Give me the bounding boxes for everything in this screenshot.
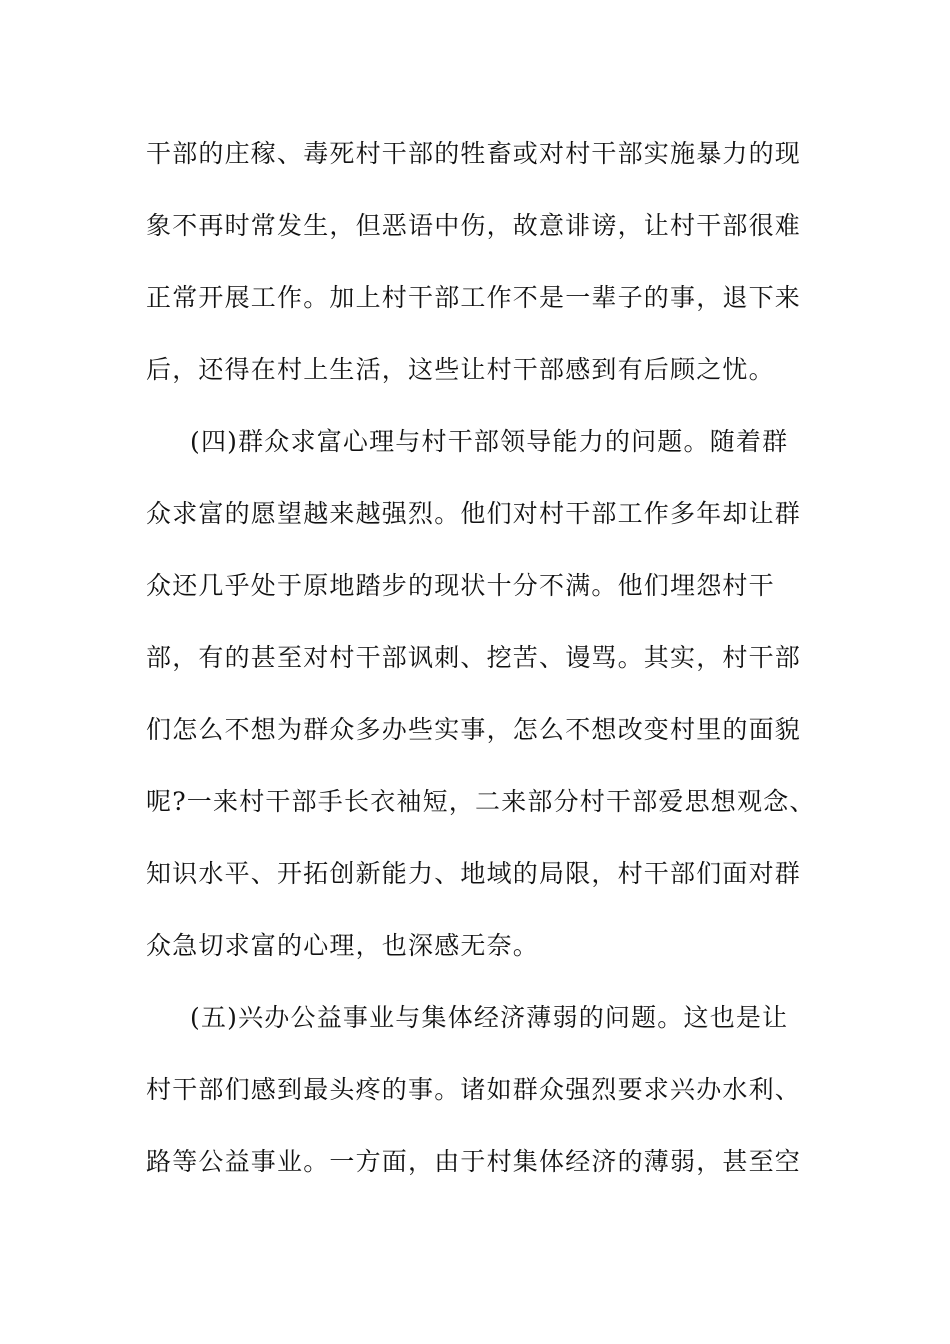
text-line: 部，有的甚至对村干部讽刺、挖苦、谩骂。其实，村干部 <box>146 643 802 672</box>
text-line: 众求富的愿望越来越强烈。他们对村干部工作多年却让群 <box>146 499 802 528</box>
text-line: 村干部们感到最头疼的事。诸如群众强烈要求兴办水利、 <box>146 1075 802 1104</box>
text-line: 路等公益事业。一方面，由于村集体经济的薄弱，甚至空 <box>146 1147 802 1176</box>
paragraph-heading-line: (四)群众求富心理与村干部领导能力的问题。随着群 <box>190 427 789 456</box>
text-line: 知识水平、开拓创新能力、地域的局限，村干部们面对群 <box>146 859 802 888</box>
text-line: 象不再时常发生，但恶语中伤，故意诽谤，让村干部很难 <box>146 211 802 240</box>
text-line: 众急切求富的心理，也深感无奈。 <box>146 931 540 960</box>
text-line: 干部的庄稼、毒死村干部的牲畜或对村干部实施暴力的现 <box>146 139 802 168</box>
text-line: 呢?一来村干部手长衣袖短，二来部分村干部爱思想观念、 <box>146 787 816 816</box>
text-line: 们怎么不想为群众多办些实事，怎么不想改变村里的面貌 <box>146 715 802 744</box>
text-line: 后，还得在村上生活，这些让村干部感到有后顾之忧。 <box>146 355 775 384</box>
text-line: 众还几乎处于原地踏步的现状十分不满。他们埋怨村干 <box>146 571 775 600</box>
paragraph-heading-line: (五)兴办公益事业与集体经济薄弱的问题。这也是让 <box>190 1003 789 1032</box>
text-line: 正常开展工作。加上村干部工作不是一辈子的事，退下来 <box>146 283 802 312</box>
